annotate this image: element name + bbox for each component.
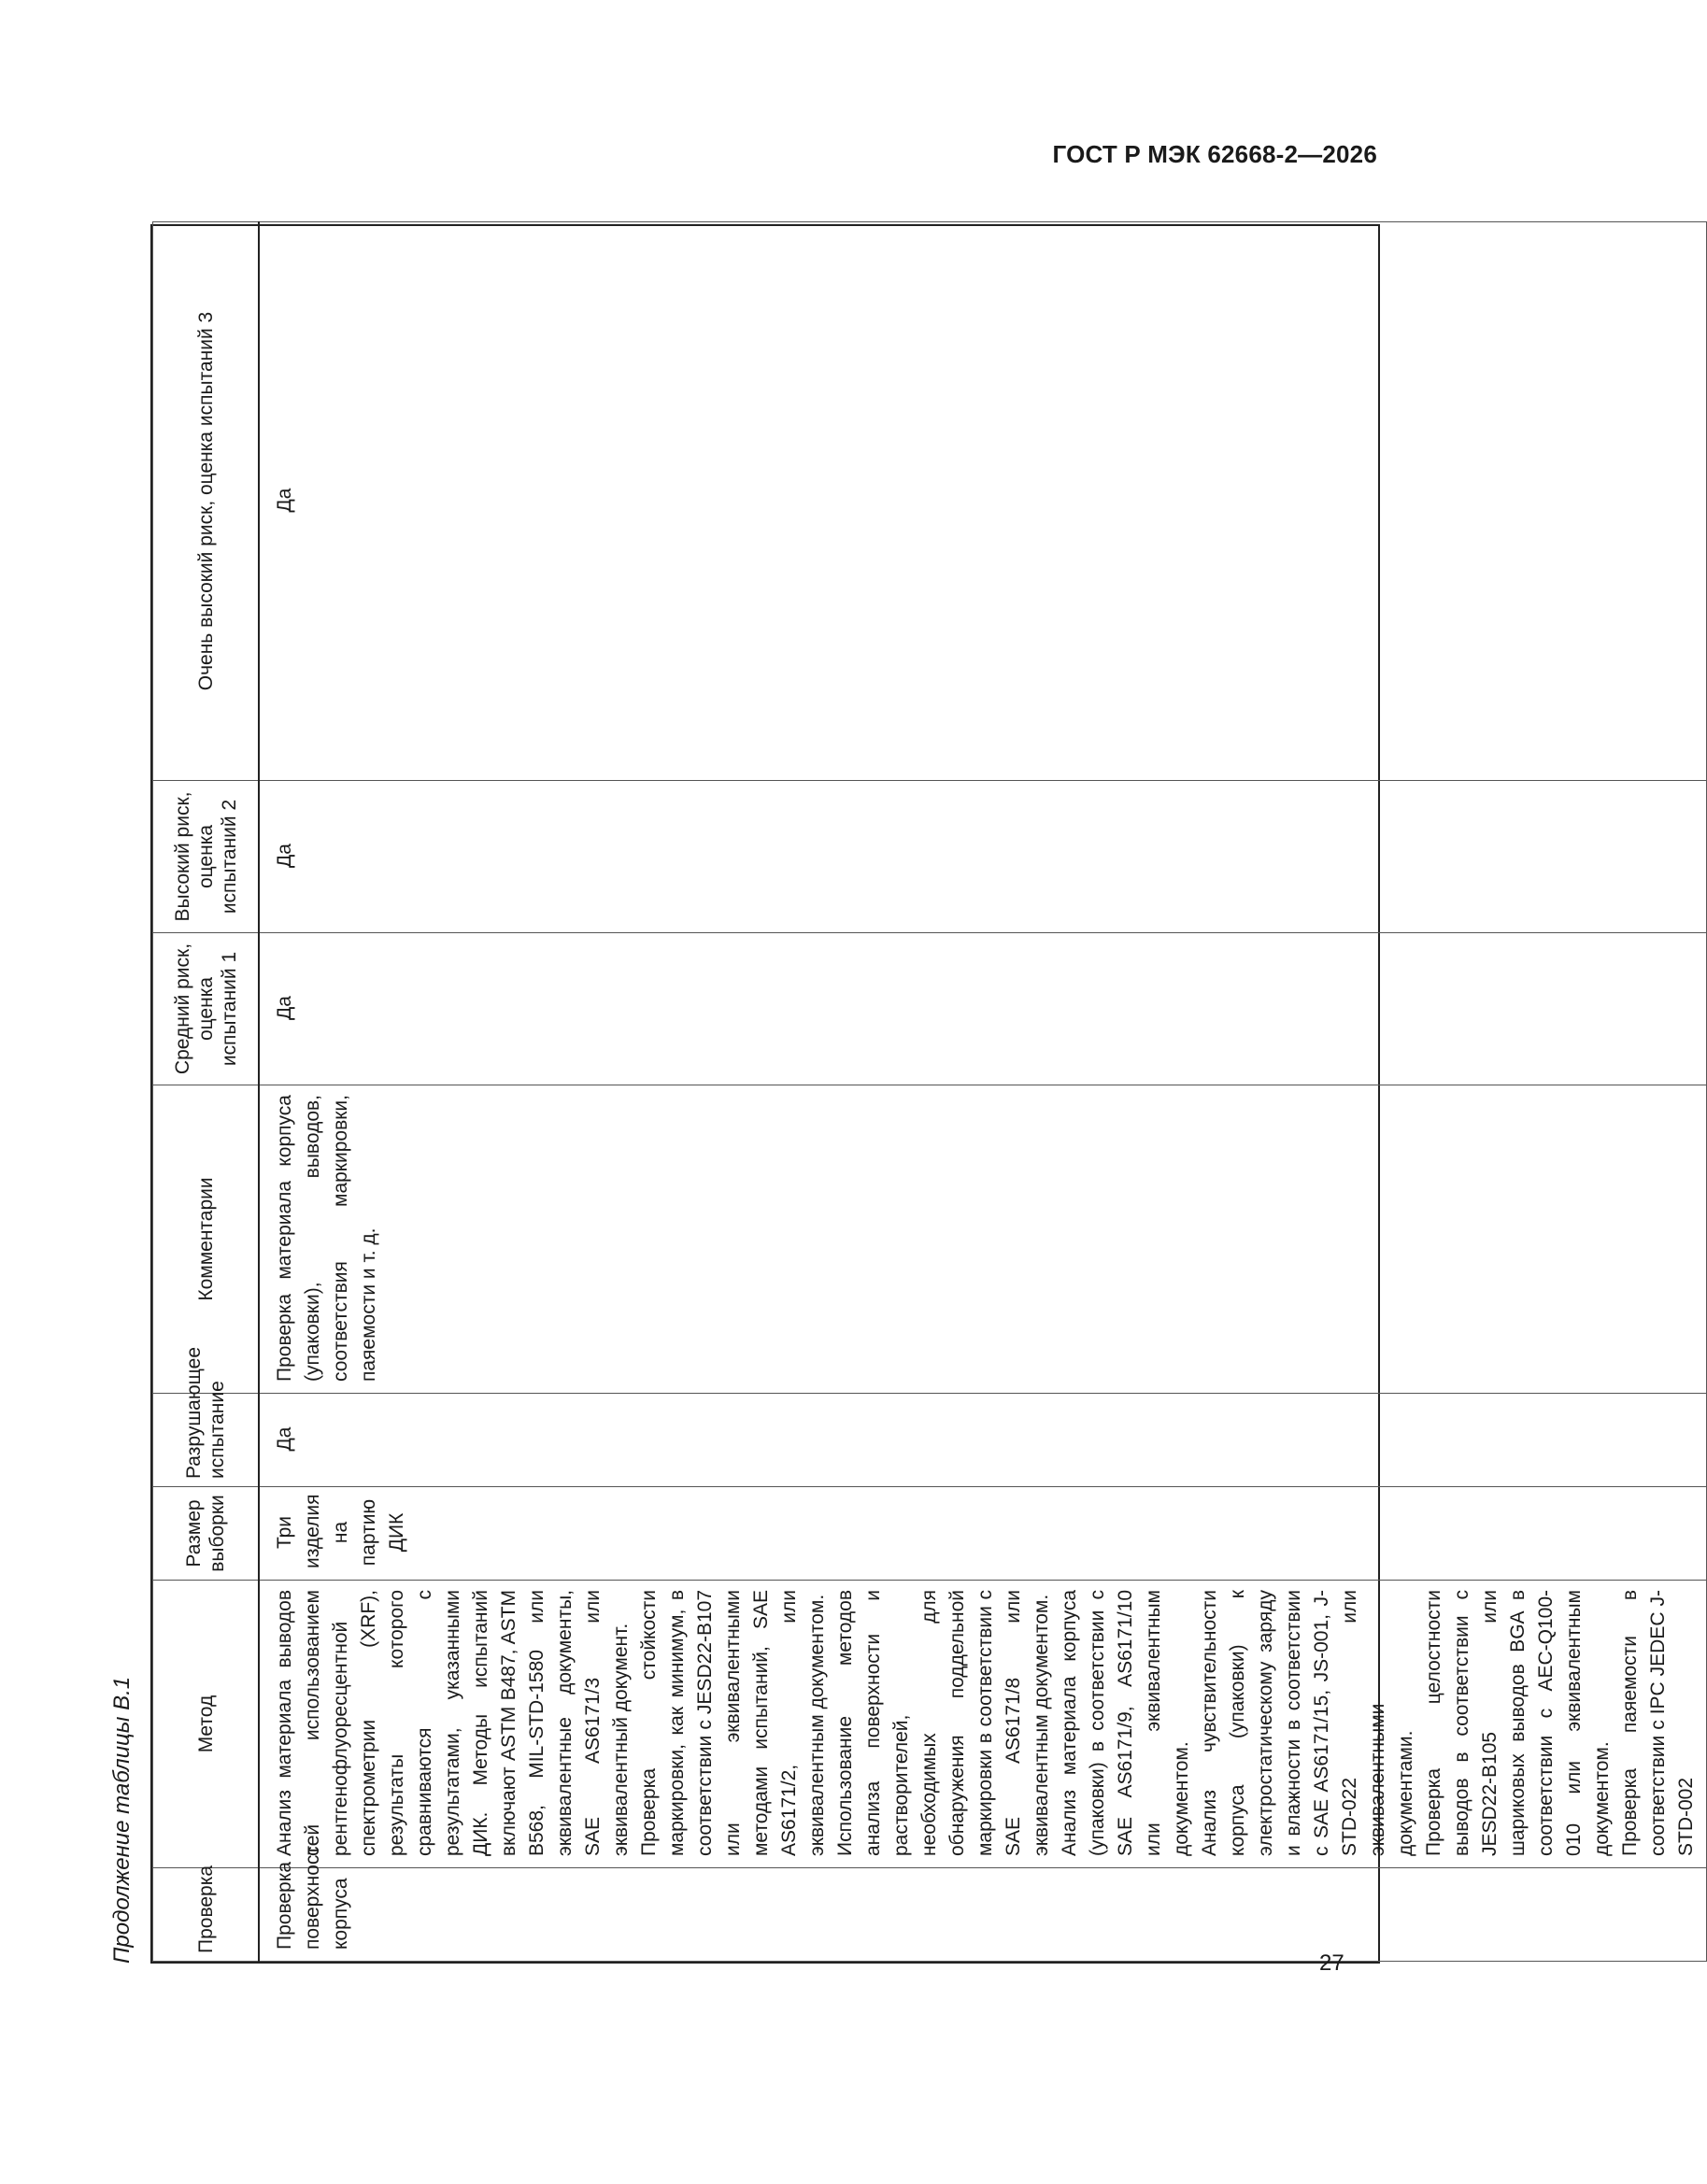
method-item: Проверка целостности выводов в соответствии с JESD22-B105 или шариковых выводов BGA в соответствии с AEC-Q100-010 или эквивалентным документом. (1423, 1590, 1613, 1856)
table-frame (150, 224, 1697, 1964)
method-item: Анализ материала корпуса (упаковки) в соответствии с SAE AS6171/9, AS6171/10 или эквивалентным документом. (1059, 1590, 1192, 1856)
standard-code: ГОСТ Р МЭК 62668-2—2026 (1052, 140, 1377, 168)
rotated-table-block (107, 224, 1697, 1964)
method-item: Проверка паяемости в соответствии с IPC JEDEC J-STD-002 (1619, 1590, 1697, 1856)
requirements-table (152, 221, 1707, 1962)
cell-sample-size: Три изделия на партию ДИК (259, 1487, 1707, 1581)
column-header-risk-high: Высокий риск, оценка испытаний 2 (153, 781, 260, 933)
column-header-risk-very-high: Очень высокий риск, оценка испытаний 3 (153, 222, 260, 781)
cell-risk-high: Да (259, 781, 1707, 933)
column-header-method: Метод (153, 1581, 260, 1868)
page-number: 27 (1319, 1950, 1344, 1976)
cell-check: Проверка поверхностей корпуса (259, 1868, 1707, 1962)
method-item: Проверка стойкости маркировки, как минимум, в соответствии с JESD22-B107 или эквивалентными методами испытаний, SAE AS6171/2, или эквивалентным документом. (638, 1590, 828, 1856)
cell-risk-medium: Да (259, 933, 1707, 1085)
cell-method (259, 1581, 1707, 1868)
cell-destructive: Да (259, 1394, 1707, 1487)
table-header-row (153, 222, 260, 1962)
column-header-destructive: Разрушающее испытание (153, 1394, 260, 1487)
column-header-sample-size: Размер выборки (153, 1487, 260, 1581)
method-item: Использование методов анализа поверхности и растворителей, необходимых для обнаружения поддельной маркировки в соответствии с SAE AS6171/8 или эквивалентным документом. (834, 1590, 1052, 1856)
method-item: Анализ материала выводов с использованием рентгенофлуоресцентной спектрометрии (XRF), результаты которого сравниваются с результатами, указанными ДИК. Методы испытаний включают ASTM B487, ASTM B568, MIL-STD-1580 или эквивалентные документы, SAE AS6171/3 или эквивалентный документ. (274, 1590, 632, 1856)
cell-comments: Проверка материала корпуса (упаковки), выводов, соответствия маркировки, паяемости и т. д. (259, 1085, 1707, 1394)
cell-risk-very-high: Да (259, 222, 1707, 781)
method-item: Анализ чувствительности корпуса (упаковки) к электростатическому заряду и влажности в соответствии с SAE AS6171/15, JS-001, J-STD-022 или эквивалентными документами. (1199, 1590, 1416, 1856)
column-header-risk-medium: Средний риск, оценка испытаний 1 (153, 933, 260, 1085)
column-header-comments: Комментарии (153, 1085, 260, 1394)
table-row (259, 222, 1707, 1962)
column-header-check: Проверка (153, 1868, 260, 1962)
table-caption: Продолжение таблицы В.1 (109, 1676, 135, 1964)
